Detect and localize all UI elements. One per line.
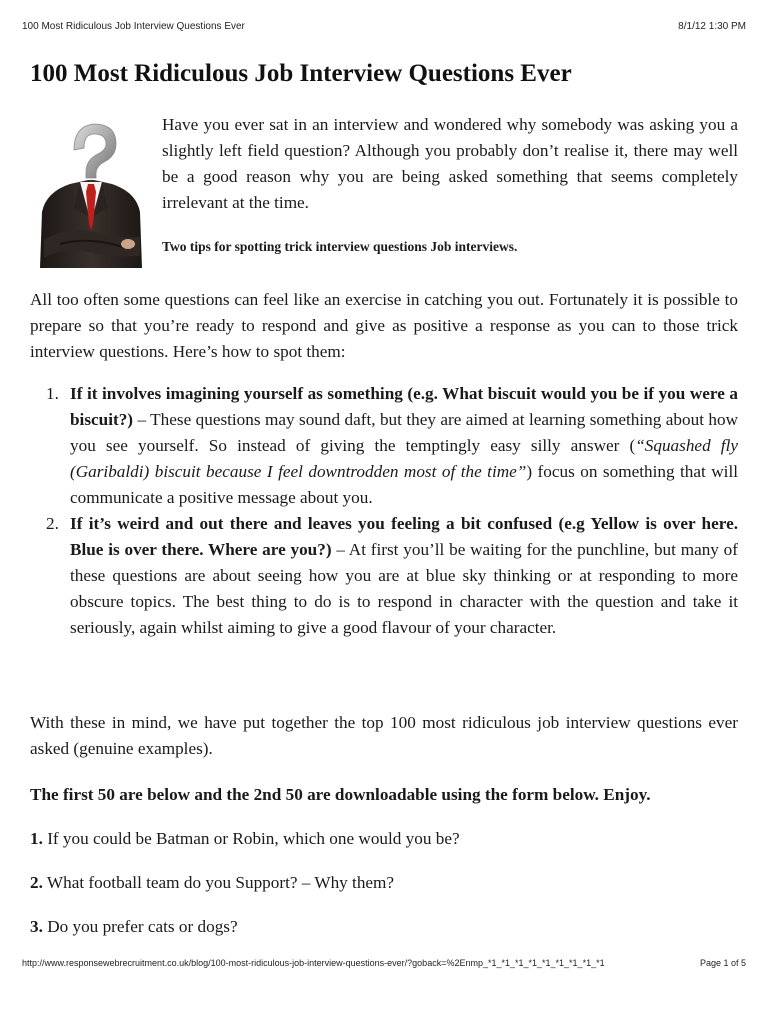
print-header-datetime: 8/1/12 1:30 PM: [678, 21, 746, 32]
list-item-bold: If it involves imagining yourself as something (e.g. What biscuit would you be if you were a biscuit?): [70, 384, 738, 429]
paragraph-first-50: The first 50 are below and the 2nd 50 are downloadable using the form below. Enjoy.: [30, 785, 651, 804]
question-mark-businessman-image: [30, 112, 152, 268]
question-number: 3.: [30, 917, 43, 936]
list-item: [30, 511, 738, 641]
list-item-text: – These questions may sound daft, but they are aimed at learning something about how you see yourself. So instead of giving the temptingly easy silly answer (: [70, 410, 738, 455]
list-item: [30, 381, 738, 511]
question-item: [30, 914, 738, 940]
print-footer-page: Page 1 of 5: [699, 958, 746, 968]
list-item-number: 1.: [46, 384, 59, 403]
question-mark-head-icon: [30, 112, 152, 268]
paragraph-catching-out: All too often some questions can feel like an exercise in catching you out. Fortunately it is possible to prepare so that you’re ready to respond and give as positive a response as you can to those trick interview questions. Here’s how to spot them:: [30, 290, 738, 361]
question-number: 1.: [30, 829, 43, 848]
question-item: [30, 870, 738, 896]
list-item-text: – At first you’ll be waiting for the punchline, but many of these questions are about seeing how you are at blue sky thinking or at responding to more obscure topics. The best thing to do is to respond in character with the question and take it seriously, again whilst aiming to give a good flavour of your character.: [70, 540, 739, 637]
list-item-text-end: ) focus on something that will communicate a positive message about you.: [70, 462, 738, 507]
print-footer-url[interactable]: http://www.responsewebrecruitment.co.uk/blog/100-most-ridiculous-job-interview-questions-ever/?goback=%2Enmp_*1_*1_*1_*1_*1_*1_*1_*1_*1: [22, 958, 605, 968]
list-item-bold: If it’s weird and out there and leaves you feeling a bit confused (e.g Yellow is over here. Blue is over there. Where are you?): [70, 514, 738, 559]
question-text: If you could be Batman or Robin, which one would you be?: [42, 829, 460, 848]
article-title: 100 Most Ridiculous Job Interview Questions Ever: [30, 60, 572, 87]
list-item-number: 2.: [46, 514, 59, 533]
intro-paragraph: Have you ever sat in an interview and wondered why somebody was asking you a slightly left field question? Although you probably don’t realise it, there may well be a good reason why you are being asked something that seems completely irrelevant at the time.: [162, 115, 738, 212]
question-item: [30, 826, 738, 852]
tips-list: [30, 381, 738, 641]
print-header-title: 100 Most Ridiculous Job Interview Questions Ever: [22, 21, 245, 32]
question-text: Do you prefer cats or dogs?: [42, 917, 238, 936]
paragraph-top-100: With these in mind, we have put together the top 100 most ridiculous job interview questions ever asked (genuine examples).: [30, 713, 738, 758]
question-text: What football team do you Support? – Why them?: [42, 873, 395, 892]
print-footer: [22, 958, 746, 972]
question-number: 2.: [30, 873, 43, 892]
print-header: [22, 21, 746, 35]
tips-heading: Two tips for spotting trick interview questions Job interviews.: [162, 239, 518, 254]
list-item-italic: “Squashed fly (Garibaldi) biscuit because I feel downtrodden most of the time”: [70, 436, 738, 481]
